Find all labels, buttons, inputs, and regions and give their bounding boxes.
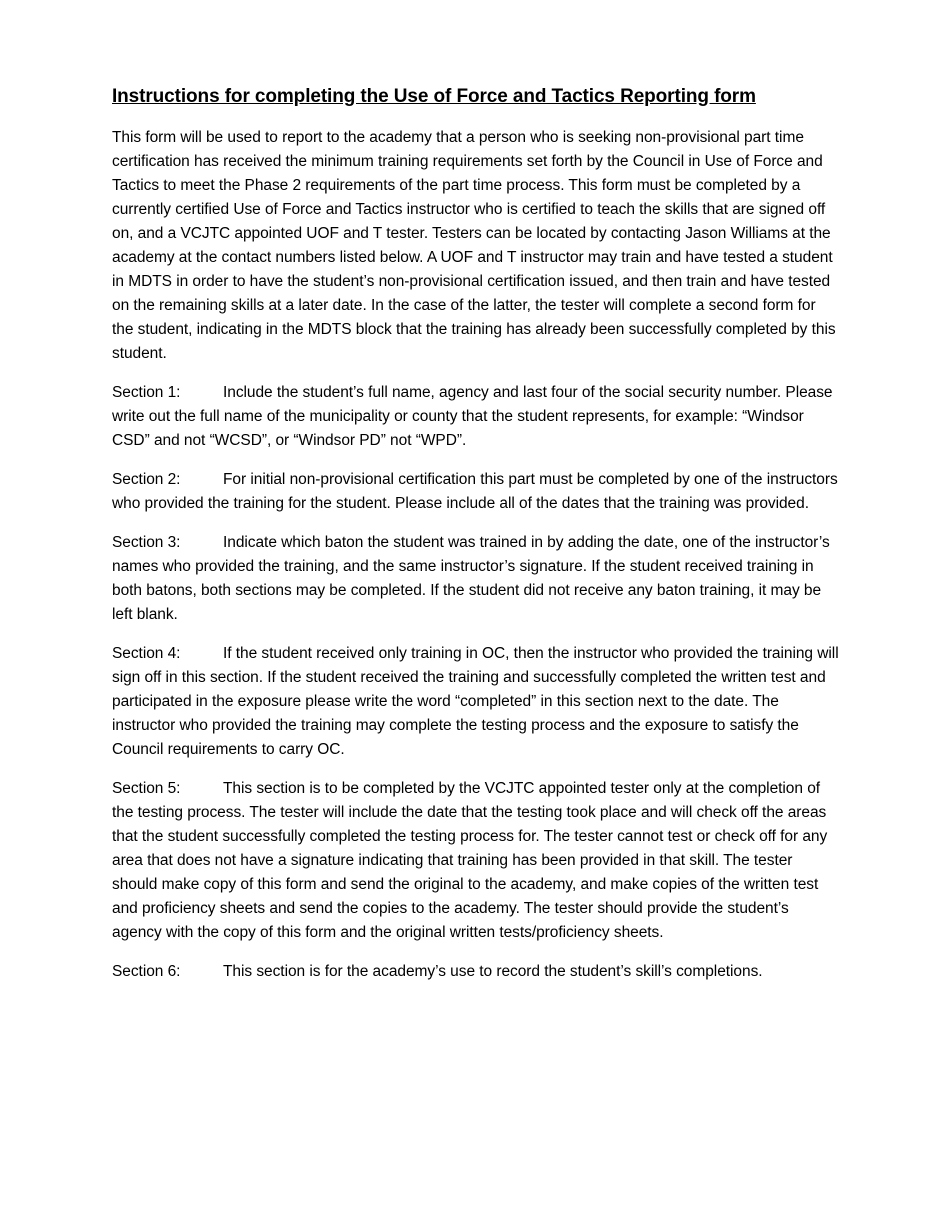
intro-paragraph: This form will be used to report to the academy that a person who is seeking non-provisional part time certification has received the minimum training requirements set forth by the Council in Use of Force and Tactics to meet the Phase 2 requirements of the part time process. This form must be completed by a currently certified Use of Force and Tactics instructor who is certified to teach the skills that are signed off on, and a VCJTC appointed UOF and T tester. Testers can be located by contacting Jason Williams at the academy at the contact numbers listed below. A UOF and T instructor may train and have tested a student in MDTS in order to have the student’s non-provisional certification issued, and then train and have tested on the remaining skills at a later date. In the case of the latter, the tester will complete a second form for the student, indicating in the MDTS block that the training has already been successfully completed by this student.	[112, 129, 836, 362]
section-2-label: Section 2:	[112, 471, 181, 488]
section-3-text: Indicate which baton the student was trained in by adding the date, one of the instructor’s names who provided the training, and the same instructor’s signature. If the student received training in both batons, both sections may be completed. If the student did not receive any baton training, it may be left blank.	[112, 534, 830, 623]
section-4-label: Section 4:	[112, 645, 181, 662]
section-3-label: Section 3:	[112, 534, 181, 551]
section-5-paragraph	[112, 777, 840, 945]
section-2-paragraph	[112, 468, 840, 516]
section-4-paragraph	[112, 642, 840, 762]
section-2-text: For initial non-provisional certification this part must be completed by one of the instructors who provided the training for the student. Please include all of the dates that the training was provided.	[112, 471, 838, 512]
section-6-text: This section is for the academy’s use to record the student’s skill’s completions.	[223, 963, 763, 980]
document-page	[112, 84, 840, 999]
section-6-paragraph	[112, 960, 840, 984]
section-4-text: If the student received only training in OC, then the instructor who provided the training will sign off in this section. If the student received the training and successfully completed the written test and participated in the exposure please write the word “completed” in this section next to the date. The instructor who provided the training may complete the testing process and the exposure to satisfy the Council requirements to carry OC.	[112, 645, 839, 758]
section-6-label: Section 6:	[112, 963, 181, 980]
section-1-paragraph	[112, 381, 840, 453]
section-5-text: This section is to be completed by the VCJTC appointed tester only at the completion of the testing process. The tester will include the date that the testing took place and will check off the areas that the student successfully completed the testing process for. The tester cannot test or check off for any area that does not have a signature indicating that training has been provided in that skill. The tester should make copy of this form and send the original to the academy, and make copies of the written test and proficiency sheets and send the copies to the academy. The tester should provide the student’s agency with the copy of this form and the original written tests/proficiency sheets.	[112, 780, 828, 941]
section-1-text: Include the student’s full name, agency and last four of the social security number. Please write out the full name of the municipality or county that the student represents, for example: “Windsor CSD” and not “WCSD”, or “Windsor PD” not “WPD”.	[112, 384, 833, 449]
section-3-paragraph	[112, 531, 840, 627]
section-5-label: Section 5:	[112, 780, 181, 797]
document-title: Instructions for completing the Use of Force and Tactics Reporting form	[112, 86, 756, 107]
section-1-label: Section 1:	[112, 384, 181, 401]
